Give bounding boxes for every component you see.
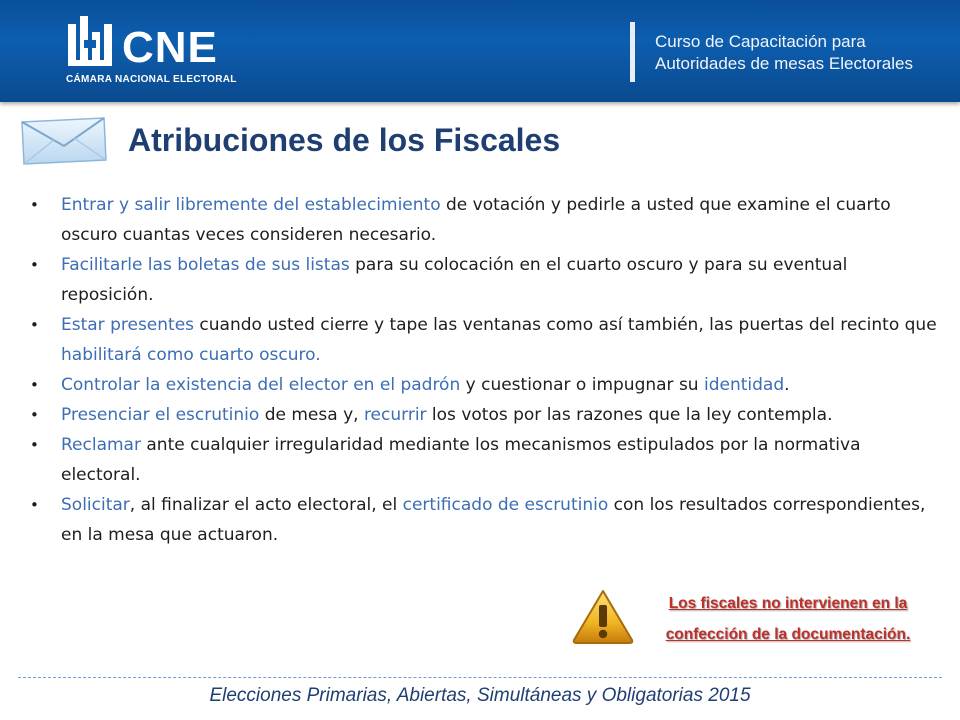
bullet-list — [30, 190, 942, 550]
highlighted-text: habilitará como cuarto oscuro. — [61, 345, 321, 365]
highlighted-text: Controlar la existencia del elector en el padrón — [61, 375, 461, 395]
cne-logo-mark-icon — [66, 16, 118, 70]
highlighted-text: Presenciar el escrutinio — [61, 405, 260, 425]
list-item — [30, 370, 942, 400]
warning-line2: confección de la documentación. — [665, 626, 911, 643]
list-item — [30, 190, 942, 250]
course-title-line2: Autoridades de mesas Electorales — [655, 54, 913, 73]
footer-divider — [18, 677, 942, 678]
warning-line1: Los fiscales no intervienen en la — [668, 595, 908, 612]
highlighted-text: Reclamar — [61, 435, 141, 455]
highlighted-text: identidad — [703, 375, 785, 395]
warning-callout — [570, 586, 940, 650]
highlighted-text: certificado de escrutinio — [402, 495, 609, 515]
highlighted-text: Solicitar — [61, 495, 130, 515]
course-title-line1: Curso de Capacitación para — [655, 32, 866, 51]
cne-logo — [66, 14, 237, 90]
warning-text — [636, 588, 940, 650]
body-text: ante cualquier irregularidad mediante los mecanismos estipulados por la normativa electoral. — [61, 435, 861, 485]
body-text: . — [784, 375, 790, 395]
body-text: y cuestionar o impugnar su — [460, 375, 704, 395]
logo-subtitle: CÁMARA NACIONAL ELECTORAL — [66, 74, 237, 85]
warning-icon — [570, 586, 636, 646]
list-item — [30, 430, 942, 490]
highlighted-text: recurrir — [363, 405, 427, 425]
header-divider — [630, 22, 635, 82]
footer-text: Elecciones Primarias, Abiertas, Simultáneas y Obligatorias 2015 — [209, 685, 751, 706]
body-text: cuando usted cierre y tape las ventanas como así también, las puertas del recinto que — [194, 315, 937, 335]
list-item — [30, 250, 942, 310]
envelope-icon — [18, 116, 108, 166]
list-item — [30, 400, 942, 430]
body-text: , al finalizar el acto electoral, el — [129, 495, 403, 515]
list-item — [30, 490, 942, 550]
page-title: Atribuciones de los Fiscales — [128, 122, 561, 158]
logo-text: CNE — [122, 23, 218, 72]
body-text: con los resultados correspondientes, en la mesa que actuaron. — [61, 495, 926, 545]
highlighted-text: Entrar y salir libremente del establecimiento — [61, 195, 441, 215]
list-item — [30, 310, 942, 370]
highlighted-text: Estar presentes — [61, 315, 195, 335]
highlighted-text: Facilitarle las boletas de sus listas — [61, 255, 350, 275]
body-text: de mesa y, — [259, 405, 364, 425]
body-text: para su colocación en el cuarto oscuro y para su eventual reposición. — [61, 255, 848, 305]
body-text: los votos por las razones que la ley contempla. — [426, 405, 833, 425]
header-banner — [0, 0, 960, 102]
course-title — [655, 31, 913, 75]
body-text: de votación y pedirle a usted que examine el cuarto oscuro cuantas veces consideren necesario. — [61, 195, 891, 245]
